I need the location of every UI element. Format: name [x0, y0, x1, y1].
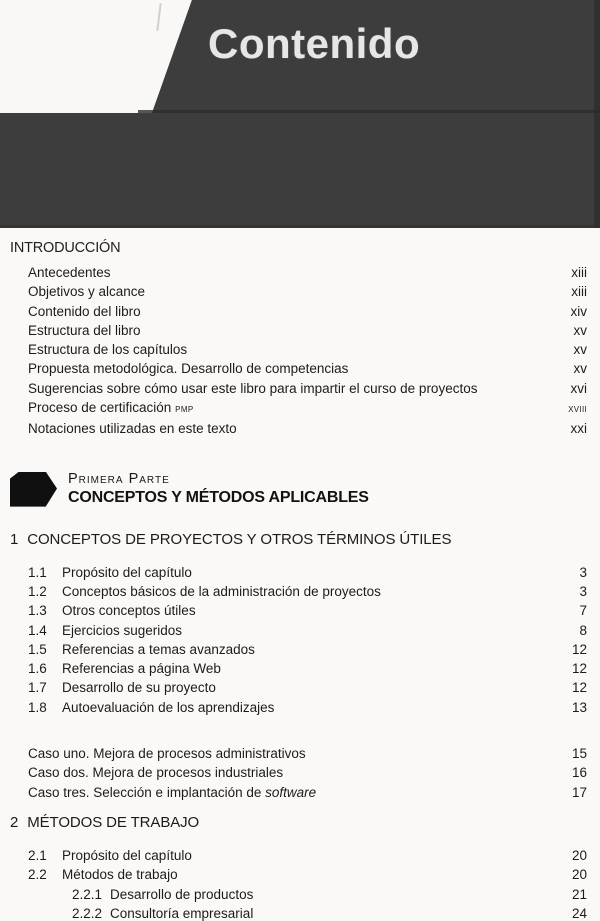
- entry-label: Propósito del capítulo: [62, 847, 192, 863]
- entry-page-number: 12: [571, 641, 587, 657]
- entry-number: 2.2.1: [72, 886, 103, 902]
- toc-entry: [10, 744, 587, 763]
- chapter-heading: [10, 531, 587, 548]
- chapter-title: CONCEPTOS DE PROYECTOS Y OTROS TÉRMINOS ÚTILES: [27, 530, 452, 548]
- part-text: [68, 472, 369, 507]
- toc-entry: [10, 865, 587, 884]
- entry-number: 1.3: [28, 603, 47, 619]
- scan-artifact-line: [156, 3, 161, 31]
- entry-page-number: xviii: [568, 403, 587, 416]
- toc-entry: [10, 359, 587, 378]
- entry-label: Notaciones utilizadas en este texto: [28, 421, 237, 437]
- toc-entry: [10, 398, 587, 419]
- toc-entry: [10, 302, 587, 321]
- toc-entry: [10, 885, 587, 904]
- entry-label: Objetivos y alcance: [28, 284, 146, 300]
- entry-label: Consultoría empresarial: [110, 905, 254, 921]
- toc-entry: [10, 678, 587, 697]
- toc-entry: [10, 621, 587, 640]
- entry-page-number: 12: [571, 661, 587, 677]
- toc-entry: [10, 601, 587, 620]
- chapter-number: 1: [10, 530, 19, 548]
- entry-page-number: 17: [571, 784, 587, 800]
- entry-page-number: xiii: [571, 265, 587, 280]
- chapter-entry-list: [10, 563, 587, 717]
- entry-number: 2.2: [28, 867, 47, 883]
- entry-label: Estructura de los capítulos: [28, 342, 188, 358]
- toc-entry: [10, 904, 587, 921]
- entry-label: Desarrollo de su proyecto: [62, 680, 216, 696]
- header-edge-shade: [594, 0, 600, 228]
- entry-page-number: xiii: [571, 284, 587, 300]
- entry-number: 1.7: [28, 680, 47, 696]
- entry-page-number: xv: [573, 342, 587, 358]
- entry-page-number: 24: [571, 905, 587, 921]
- chapter-section: [10, 531, 587, 802]
- section-introduccion: [10, 240, 587, 439]
- entry-page-number: 20: [571, 847, 587, 863]
- entry-page-number: xxi: [570, 421, 587, 437]
- toc-entry: [10, 563, 587, 582]
- entry-number: 1.1: [28, 564, 47, 580]
- intro-entry-list: [10, 263, 587, 439]
- chapter-heading: [10, 814, 587, 831]
- entry-label: Sugerencias sobre cómo usar este libro para impartir el curso de proyectos: [28, 380, 478, 396]
- toc-entry: [10, 763, 587, 782]
- entry-label: Ejercicios sugeridos: [62, 622, 183, 638]
- entry-page-number: 13: [571, 699, 587, 715]
- entry-page-number: 8: [579, 622, 587, 638]
- toc-entry: [10, 263, 587, 282]
- entry-number: 1.5: [28, 641, 47, 657]
- toc-entry: [10, 783, 587, 802]
- part-kicker: Primera Parte: [68, 470, 170, 487]
- entry-page-number: 21: [571, 886, 587, 902]
- entry-label: Antecedentes: [28, 265, 111, 280]
- entry-label: Conceptos básicos de la administración de proyectos: [62, 583, 381, 599]
- toc-entry: [10, 640, 587, 659]
- part-title: CONCEPTOS Y MÉTODOS APLICABLES: [68, 488, 369, 506]
- entry-page-number: 7: [579, 603, 587, 619]
- entry-number: 1.4: [28, 622, 47, 638]
- entry-number: 2.2.2: [72, 905, 103, 921]
- page-title: Contenido: [208, 20, 421, 67]
- entry-label: Referencias a temas avanzados: [62, 641, 255, 657]
- entry-label: Estructura del libro: [28, 322, 141, 338]
- entry-label: Caso tres. Selección e implantación de software: [28, 784, 317, 800]
- toc-entry: [10, 419, 587, 438]
- toc-entry: [10, 340, 587, 359]
- entry-label: Caso uno. Mejora de procesos administrativos: [28, 746, 306, 762]
- entry-page-number: 12: [571, 680, 587, 696]
- toc-entry: [10, 659, 587, 678]
- intro-heading: INTRODUCCIÓN: [10, 240, 121, 256]
- entry-label: Propuesta metodológica. Desarrollo de competencias: [28, 361, 349, 377]
- toc-entry: [10, 321, 587, 340]
- toc-entry: [10, 698, 587, 717]
- entry-label: Propósito del capítulo: [62, 564, 192, 580]
- entry-label: Autoevaluación de los aprendizajes: [62, 699, 275, 715]
- toc-entry: [10, 379, 587, 398]
- header-seam-line: [138, 110, 600, 113]
- chapter-number: 2: [10, 813, 19, 831]
- entry-page-number: 16: [571, 765, 587, 781]
- entry-label: Contenido del libro: [28, 303, 141, 319]
- entry-page-number: xiv: [570, 303, 587, 319]
- entry-page-number: 15: [571, 746, 587, 762]
- entry-label-suffix: software: [265, 784, 317, 800]
- entry-page-number: 20: [571, 867, 587, 883]
- entry-label: Caso dos. Mejora de procesos industriales: [28, 765, 284, 781]
- entry-number: 1.8: [28, 699, 47, 715]
- chapter-entry-list: [10, 846, 587, 921]
- entry-page-number: xv: [573, 361, 587, 377]
- chapter-header-banner: [0, 0, 600, 228]
- entry-label: Métodos de trabajo: [62, 867, 178, 883]
- entry-page-number: xv: [573, 322, 587, 338]
- entry-page-number: 3: [579, 564, 587, 580]
- entry-page-number: 3: [579, 583, 587, 599]
- decorative-wedge: [0, 0, 195, 113]
- entry-label: Referencias a página Web: [62, 661, 221, 677]
- entry-number: 2.1: [28, 847, 47, 863]
- toc-entry: [10, 846, 587, 865]
- part-banner: [10, 472, 587, 507]
- chapter-section: [10, 814, 587, 921]
- entry-page-number: xvi: [570, 380, 587, 396]
- case-study-list: [10, 744, 587, 802]
- entry-label: Proceso de certificación pmp: [28, 400, 194, 416]
- entry-number: 1.2: [28, 583, 47, 599]
- chapter-list: [10, 531, 587, 921]
- chapter-title: MÉTODOS DE TRABAJO: [27, 813, 200, 831]
- toc-body: [0, 228, 600, 921]
- toc-entry: [10, 282, 587, 301]
- part-arrow-tag-icon: [10, 472, 57, 507]
- entry-label: Desarrollo de productos: [110, 886, 254, 902]
- entry-label: Otros conceptos útiles: [62, 603, 196, 619]
- entry-label-suffix: pmp: [175, 403, 194, 416]
- entry-number: 1.6: [28, 661, 47, 677]
- toc-entry: [10, 582, 587, 601]
